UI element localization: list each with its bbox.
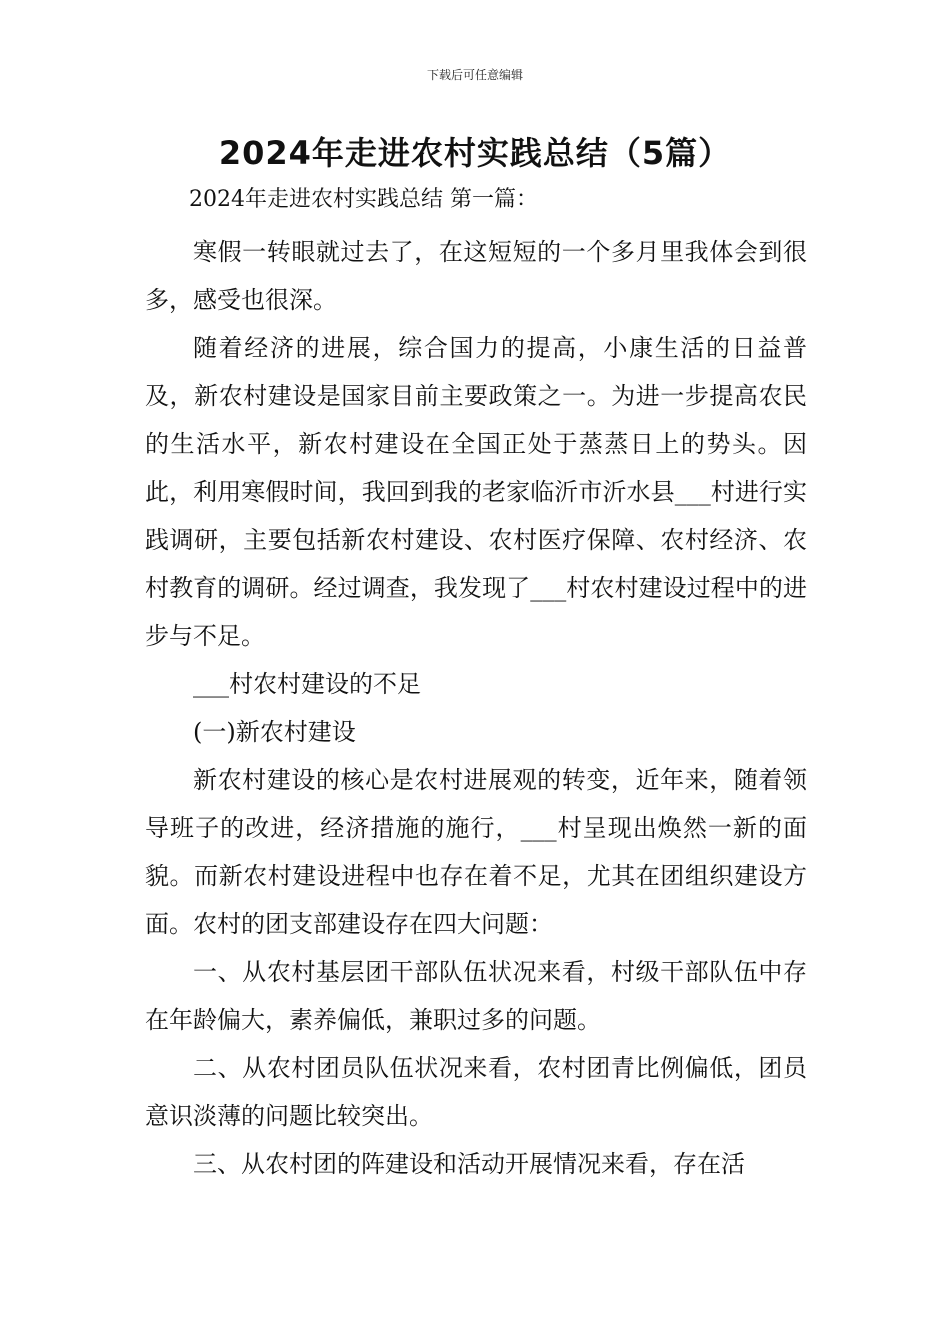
- paragraph: ___村农村建设的不足: [193, 670, 421, 698]
- paragraph: 随着经济的进展，综合国力的提高，小康生活的日益普及，新农村建设是国家目前主要政策之一。为进一步提高农民的生活水平，新农村建设在全国正处于蒸蒸日上的势头。因此，利用寒假时间，我回到我的老家临沂市沂水县___村进行实践调研，主要包括新农村建设、农村医疗保障、农村经济、农村教育的调研。经过调查，我发现了___村农村建设过程中的进步与不足。: [145, 334, 807, 650]
- document-title: 2024年走进农村实践总结（5篇）: [218, 134, 732, 172]
- document-body: [145, 180, 807, 1188]
- paragraph: 三、从农村团的阵建设和活动开展情况来看，存在活: [193, 1150, 745, 1178]
- paragraph: 新农村建设的核心是农村进展观的转变，近年来，随着领导班子的改进，经济措施的施行，___村呈现出焕然一新的面貌。而新农村建设进程中也存在着不足，尤其在团组织建设方面。农村的团支部建设存在四大问题：: [145, 766, 807, 938]
- header-note: 下载后可任意编辑: [426, 68, 523, 82]
- paragraph: 一、从农村基层团干部队伍状况来看，村级干部队伍中存在年龄偏大，素养偏低，兼职过多的问题。: [145, 958, 807, 1034]
- paragraph: (一)新农村建设: [193, 718, 356, 746]
- section-heading: 2024年走进农村实践总结 第一篇：: [189, 187, 538, 212]
- paragraph: 寒假一转眼就过去了，在这短短的一个多月里我体会到很多，感受也很深。: [145, 238, 807, 314]
- paragraph: 二、从农村团员队伍状况来看，农村团青比例偏低，团员意识淡薄的问题比较突出。: [145, 1054, 807, 1130]
